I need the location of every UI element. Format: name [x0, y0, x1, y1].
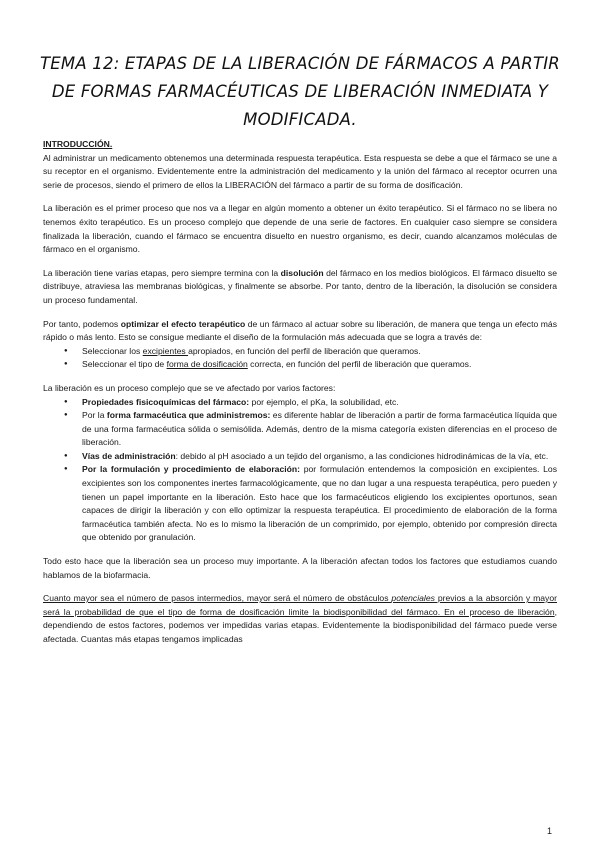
- list-item: ● Seleccionar el tipo de forma de dosificación correcta, en función del perfil de liberación que queramos.: [82, 358, 557, 372]
- paragraph-5: La liberación es un proceso complejo que se ve afectado por varios factores:: [43, 382, 336, 393]
- paragraph-3: La liberación tiene varias etapas, pero siempre termina con la disolución del fármaco en los medios biológicos. El fármaco disuelto se distribuye, atraviesa las membranas biológicas, y finalmente se absorbe. Por tanto, dentro de la liberación, la disolución se considera un proceso fundamental.: [43, 267, 557, 305]
- paragraph-7: Cuanto mayor sea el número de pasos intermedios, mayor será el número de obstáculos potenciales previos a la absorción y mayor será la probabilidad de que el tipo de forma de dosificación limite la biodisponibilidad del fármaco. En el proceso de liberación, dependiendo de estos factores, podemos ver impedidas varias etapas. Evidentemente la biodisponibilidad del fármaco puede verse afectada. Cuantas más etapas tengamos implicadas: [43, 593, 557, 644]
- factors-list: [43, 396, 557, 546]
- list-item: ● Por la forma farmacéutica que administremos: es diferente hablar de liberación a partir de forma farmacéutica líquida que de una forma farmacéutica sólida o semisólida. Además, dentro de la misma categoría existen diferencias en el proceso de liberación.: [82, 409, 557, 450]
- paragraph-6: Todo esto hace que la liberación sea un proceso muy importante. A la liberación afectan todos los factores que estudiamos cuando hablamos de la biofarmacia.: [43, 556, 557, 580]
- paragraph-2: La liberación es el primer proceso que nos va a llegar en algún momento a obtener un éxito terapéutico. Si el fármaco no se libera no tenemos éxito terapéutico. Es un proceso complejo que depende de una serie de factores. En cualquier caso siempre se considera finalizada la liberación, cuando el fármaco se encuentra disuelto en nuestro organismo, es decir, cuando alcanzamos moléculas de fármaco en el organismo.: [43, 203, 557, 255]
- document-body: [43, 138, 557, 647]
- list-item: ● Propiedades fisicoquímicas del fármaco: por ejemplo, el pKa, la solubilidad, etc.: [82, 396, 557, 410]
- list-item: ● Por la formulación y procedimiento de elaboración: por formulación entendemos la composición en excipientes. Los excipientes son los componentes inertes farmacológicamente, que no dan lugar a una respuesta terapéutica, pero pueden y tienen un papel importante en la liberación. Esto hace que los farmacéuticos eligiendo los excipientes oportunos, sean capaces de dirigir la liberación y con ello optimizar la respuesta terapéutica. El procedimiento de elaboración de la forma farmacéutica también afecta. No es lo mismo la liberación de un comprimido, por ejemplo, obtenido por compresión directa que obtenido por granulación.: [82, 463, 557, 545]
- page-number: 1: [547, 826, 553, 836]
- paragraph-1: Al administrar un medicamento obtenemos una determinada respuesta terapéutica. Esta respuesta se debe a que el fármaco se une a su receptor en el organismo. Evidentemente entre la administración del medicamento y la unión del fármaco al receptor ocurren una serie de procesos, siendo el primero de ellos la LIBERACIÓN del fármaco a partir de su forma de dosificación.: [43, 152, 557, 190]
- list-item: ● Seleccionar los excipientes apropiados, en función del perfil de liberación que queramos.: [82, 345, 557, 359]
- document-title: TEMA 12: ETAPAS DE LA LIBERACIÓN DE FÁRMACOS A PARTIR DE FORMAS FARMACÉUTICAS DE LIBERACIÓN INMEDIATA Y MODIFICADA.: [40, 54, 560, 129]
- section-heading-introduccion: INTRODUCCIÓN.: [43, 139, 113, 149]
- paragraph-4: Por tanto, podemos optimizar el efecto terapéutico de un fármaco al actuar sobre su liberación, de manera que tenga un efecto más rápido o más lento. Esto se consigue mediante el diseño de la formulación más adecuada que se logra a través de:: [43, 318, 557, 343]
- formulation-list: [43, 345, 557, 372]
- list-item: ● Vías de administración: debido al pH asociado a un tejido del organismo, a las condiciones hidrodinámicas de la vía, etc.: [82, 450, 557, 464]
